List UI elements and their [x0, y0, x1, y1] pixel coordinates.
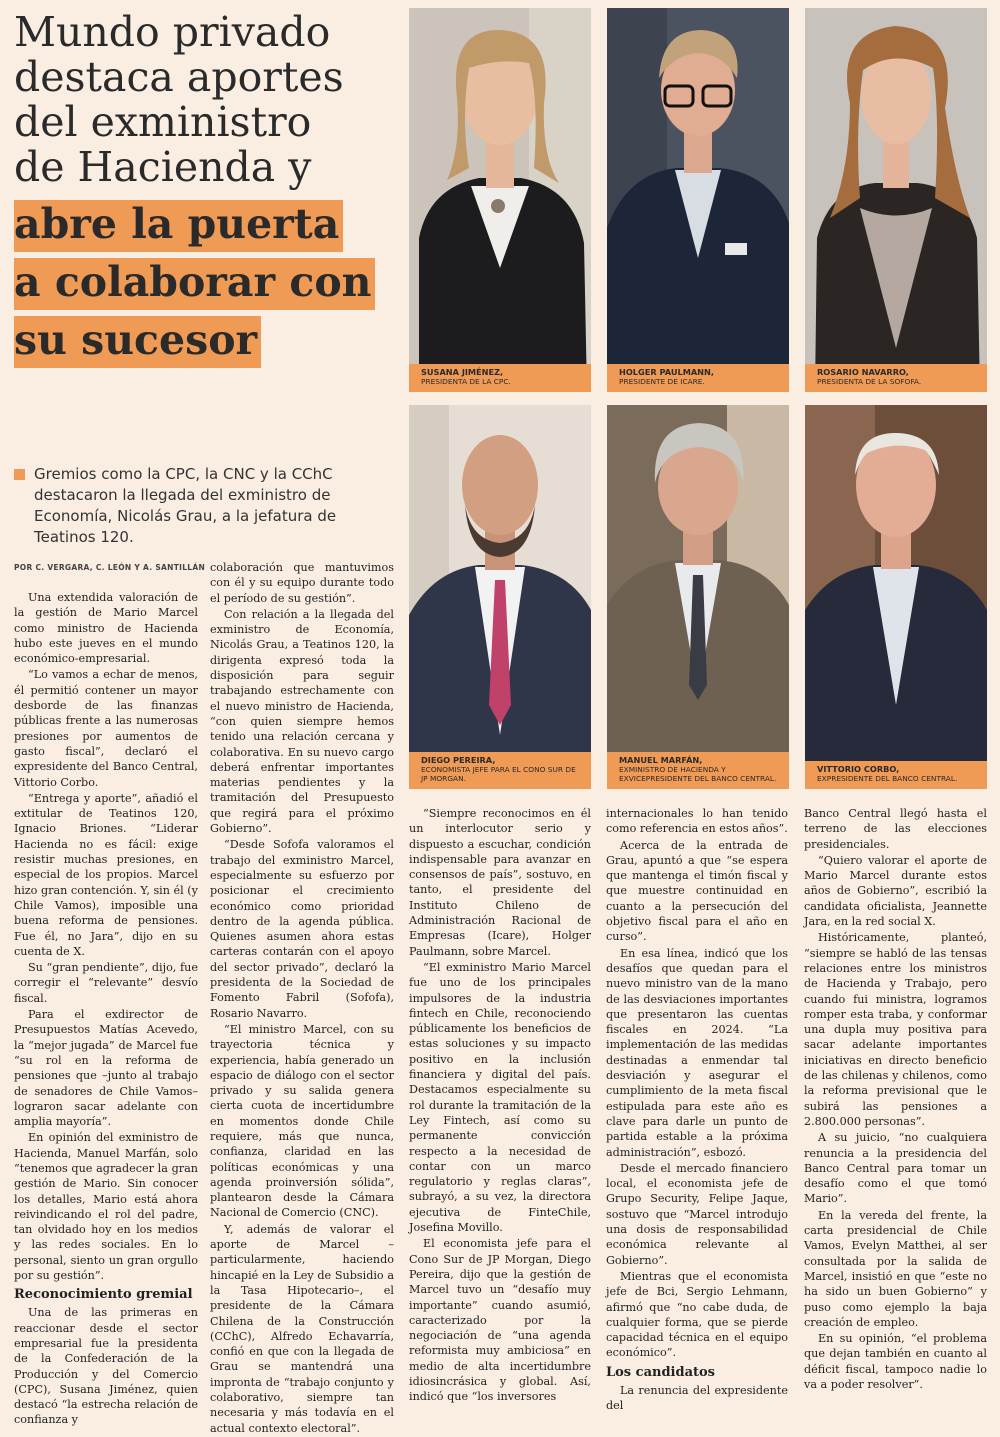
- body-column-4: [606, 806, 788, 1414]
- paragraph: Una de las primeras en reaccionar desde el sector empresarial fue la presidenta de la Confederación de la Producción y del Comercio (CPC), Susana Jiménez, quien destacó “la estrecha relación de confianza y: [14, 1306, 198, 1427]
- photo-holger-paulmann: [607, 8, 789, 392]
- paragraph: Para el exdirector de Presupuestos Matías Acevedo, la “mejor jugada” de Marcel fue “su rol en la reforma de pensiones que –junto al trabajo de senadores de Chile Vamos– lograron sacar adelante con amplia mayoría”.: [14, 1008, 198, 1129]
- body-column-1: [14, 590, 198, 1429]
- photo-manuel-marfan: [607, 405, 789, 789]
- photo-caption: [607, 752, 789, 789]
- paragraph: En opinión del exministro de Hacienda, Manuel Marfán, solo “tenemos que agradecer la gran gestión de Mario. Sin conocer los detalles, Mario está ahora reivindicando el rol del padre, tan olvidado hoy en los medios y las redes sociales. En lo personal, siento un gran orgullo por su gestión”.: [14, 1131, 198, 1283]
- caption-name: DIEGO PEREIRA,: [421, 755, 496, 765]
- paragraph: Banco Central llegó hasta el terreno de las elecciones presidenciales.: [804, 807, 987, 851]
- caption-name: VITTORIO CORBO,: [817, 764, 900, 774]
- body-column-3: [409, 806, 591, 1406]
- paragraph: internacionales lo han tenido como referencia en estos años”.: [606, 807, 788, 836]
- portrait-image: [607, 8, 789, 392]
- headline: [14, 10, 394, 368]
- body-column-2: [210, 560, 394, 1437]
- subheading: Los candidatos: [606, 1364, 715, 1380]
- paragraph: Una extendida valoración de la gestión de Mario Marcel como ministro de Hacienda hubo este jueves en el mundo económico-empresarial.: [14, 591, 198, 666]
- portrait-image: [805, 405, 987, 789]
- paragraph: Su “gran pendiente”, dijo, fue corregir el “relevante” desvío fiscal.: [14, 961, 198, 1005]
- paragraph: Desde el mercado financiero local, el economista jefe de Grupo Security, Felipe Jaque, sostuvo que “Marcel introdujo una dosis de responsabilidad económica relevante al Gobierno”.: [606, 1161, 788, 1267]
- paragraph: En su opinión, “el problema que dejan también en cuanto al déficit fiscal, tampoco nadie lo va a poder resolver”.: [804, 1332, 987, 1391]
- photo-rosario-navarro: [805, 8, 987, 392]
- paragraph: colaboración que mantuvimos con él y su equipo durante todo el período de su gestión”.: [210, 561, 394, 605]
- photo-caption: [805, 761, 987, 789]
- bullet-square-icon: [14, 469, 25, 480]
- caption-role: PRESIDENTE DE ICARE.: [619, 377, 705, 386]
- paragraph: “Desde Sofofa valoramos el trabajo del exministro Marcel, especialmente su esfuerzo por posicionar el crecimiento económico como prioridad dentro de la agenda pública. Quienes asumen ahora estas carteras contarán con el apoyo del sector privado”, declaró la presidenta de la Sociedad de Fomento Fabril (Sofofa), Rosario Navarro.: [210, 838, 394, 1020]
- lead-paragraph: [14, 464, 344, 548]
- caption-role: PRESIDENTA DE LA SOFOFA.: [817, 377, 922, 386]
- photo-caption: [409, 752, 591, 789]
- paragraph: Y, además de valorar el aporte de Marcel –particularmente, haciendo hincapié en la Ley de Subsidio a la Tasa Hipotecario–, el presidente de la Cámara Chilena de la Construcción (CChC), Alfredo Echavarría, confió en que con la llegada de Grau se mantendrá una impronta de “trabajo conjunto y colaborativo, siempre tan necesaria y más todavía en el actual contexto electoral”.: [210, 1222, 394, 1435]
- paragraph: La renuncia del expresidente del: [606, 1383, 788, 1412]
- paragraph: El economista jefe para el Cono Sur de JP Morgan, Diego Pereira, dijo que la gestión de Marcel tuvo un “desafío muy importante” cuando asumió, caracterizado por la negociación de “una agenda reformista muy ambiciosa” en medio de alta incertidumbre idiosincrásica y global. Así, indicó que “los inversores: [409, 1237, 591, 1404]
- photo-diego-pereira: [409, 405, 591, 789]
- headline-line: destaca aportes: [14, 53, 344, 101]
- paragraph: Acerca de la entrada de Grau, apuntó a que “se espera que mantenga el timón fiscal y que muestre continuidad en cuanto a la persecución del objetivo fiscal para el año en curso”.: [606, 838, 788, 944]
- lead-text: Gremios como la CPC, la CNC y la CChC destacaron la llegada del exministro de Economía, Nicolás Grau, a la jefatura de Teatinos 120.: [34, 465, 337, 546]
- photo-vittorio-corbo: [805, 405, 987, 789]
- portrait-image: [409, 8, 591, 392]
- paragraph: “El exministro Mario Marcel fue uno de los principales impulsores de la industria fintech en Chile, reconociendo públicamente los beneficios de estas soluciones y su impacto positivo en la inclusión financiera y digital del país. Destacamos especialmente su rol durante la tramitación de la Ley Fintech, así como su permanente convicción respecto a la necesidad de contar con un marco regulatorio y reglas claras”, subrayó, a su vez, la directora ejecutiva de FinteChile, Josefina Movillo.: [409, 960, 591, 1235]
- body-column-5: [804, 806, 987, 1393]
- headline-highlight-line: a colaborar con: [14, 258, 375, 310]
- caption-role: PRESIDENTA DE LA CPC.: [421, 377, 511, 386]
- paragraph: Con relación a la llegada del exministro de Economía, Nicolás Grau, a Teatinos 120, la dirigenta expresó toda la disposición para seguir trabajando estrechamente con el nuevo ministro de Hacienda, “con quien siempre hemos tenido una relación cercana y colaborativa. En su nuevo cargo deberá enfrentar importantes materias pendientes y la tramitación del Presupuesto que regirá para el próximo Gobierno”.: [210, 607, 394, 836]
- paragraph: A su juicio, “no cualquiera renuncia a la presidencia del Banco Central para tomar un desafío como el que tomó Mario”.: [804, 1131, 987, 1206]
- paragraph: Históricamente, planteó, “siempre se habló de las tensas relaciones entre los ministros de Hacienda y Trabajo, pero cuando fui ministra, logramos romper esta traba, y conformar una dupla muy positiva para sacar adelante importantes iniciativas en directo beneficio de las chilenas y chilenos, como la reforma previsional que le subirá las pensiones a 2.800.000 personas”.: [804, 931, 987, 1128]
- headline-line: de Hacienda y: [14, 143, 312, 191]
- paragraph: Mientras que el economista jefe de Bci, Sergio Lehmann, afirmó que “no cabe duda, de cualquier forma, que se pierde capacidad técnica en el equipo económico”.: [606, 1269, 788, 1360]
- caption-name: ROSARIO NAVARRO,: [817, 367, 909, 377]
- headline-line: Mundo privado: [14, 8, 331, 56]
- caption-name: MANUEL MARFÁN,: [619, 755, 703, 765]
- paragraph: “El ministro Marcel, con su trayectoria técnica y experiencia, había generado un espacio de diálogo con el sector privado y su salida genera cierta cuota de incertidumbre en momentos donde Chile requiere, más que nunca, confianza, claridad en las políticas económicas y una agenda proinversión sólida”, plantearon desde la Cámara Nacional de Comercio (CNC).: [210, 1022, 394, 1220]
- caption-name: SUSANA JIMÉNEZ,: [421, 367, 504, 377]
- paragraph: En la vereda del frente, la carta presidencial de Chile Vamos, Evelyn Matthei, al ser consultada por la salida de Marcel, insistió en que “este no ha sido un buen Gobierno” y puso como ejemplo la baja creación de empleo.: [804, 1208, 987, 1329]
- headline-line: del exministro: [14, 98, 312, 146]
- paragraph: “Entrega y aporte”, añadió el extitular de Teatinos 120, Ignacio Briones. “Liderar Hacienda no es fácil: exige resistir muchas presiones, en especial de los propios. Marcel hizo gran contención. Y, sin él (y Chile Vamos), imposible una buena reforma de pensiones. Fue él, no Jara”, dijo en su cuenta de X.: [14, 791, 198, 958]
- byline: POR C. VERGARA, C. LEÓN Y A. SANTILLÁN: [14, 563, 206, 572]
- headline-highlight-line: abre la puerta: [14, 200, 343, 252]
- headline-highlight-line: su sucesor: [14, 316, 261, 368]
- portrait-image: [409, 405, 591, 789]
- caption-name: HOLGER PAULMANN,: [619, 367, 714, 377]
- paragraph: “Lo vamos a echar de menos, él permitió contener un mayor desborde de las finanzas públicas frente a las numerosas presiones por aumentos de gasto fiscal”, declaró el expresidente del Banco Central, Vittorio Corbo.: [14, 668, 198, 789]
- paragraph: En esa línea, indicó que los desafíos que quedan para el nuevo ministro van de la mano de las desviaciones importantes que presentaron las cuentas fiscales en 2024. “La implementación de las medidas destinadas a enmendar tal desviación y asegurar el cumplimiento de la meta fiscal estipulada para este año es clave para darle un punto de partida estable a la próxima administración”, esbozó.: [606, 946, 788, 1159]
- photo-caption: [409, 364, 591, 392]
- caption-role: EXPRESIDENTE DEL BANCO CENTRAL.: [817, 774, 958, 783]
- paragraph: “Quiero valorar el aporte de Mario Marcel durante estos años de Gobierno”, escribió la candidata oficialista, Jeannette Jara, en la red social X.: [804, 853, 987, 929]
- paragraph: “Siempre reconocimos en él un interlocutor serio y dispuesto a escuchar, condición indispensable para avanzar en consensos de país”, sostuvo, en tanto, el presidente del Instituto Chileno de Administración Racional de Empresas (Icare), Holger Paulmann, sobre Marcel.: [409, 807, 591, 958]
- subheading: Reconocimiento gremial: [14, 1287, 193, 1303]
- portrait-image: [607, 405, 789, 789]
- photo-susana-jimenez: [409, 8, 591, 392]
- portrait-image: [805, 8, 987, 392]
- caption-role: ECONOMISTA JEFE PARA EL CONO SUR DE JP MORGAN.: [421, 765, 576, 783]
- caption-role: EXMINISTRO DE HACIENDA Y EXVICEPRESIDENTE DEL BANCO CENTRAL.: [619, 765, 777, 783]
- photo-caption: [607, 364, 789, 392]
- photo-caption: [805, 364, 987, 392]
